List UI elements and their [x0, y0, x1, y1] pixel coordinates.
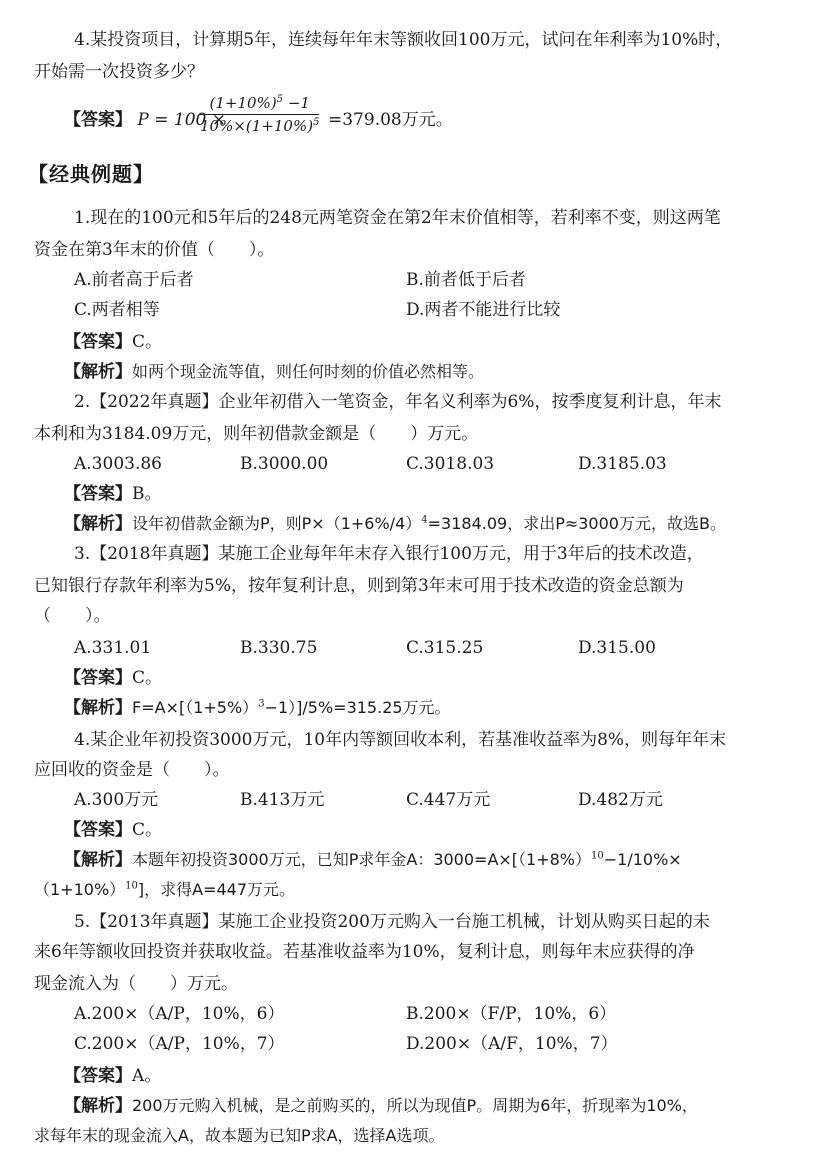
q4-option-c: C.447万元 — [406, 790, 491, 810]
q3-line2: 已知银行存款年利率为5%，按年复利计息，则到第3年末可用于技术改造的资金总额为 — [34, 576, 684, 596]
q1-line2: 资金在第3年末的价值（ ）。 — [34, 240, 275, 260]
formula-result: =379.08万元。 — [328, 110, 453, 130]
q2-option-a: A.3003.86 — [74, 454, 162, 474]
q5-line3: 现金流入为（ ）万元。 — [34, 974, 238, 994]
q5-option-d: D.200×（A/F，10%，7） — [406, 1034, 618, 1054]
q3-answer: 【答案】C。 — [64, 668, 163, 688]
q3-option-b: B.330.75 — [240, 638, 318, 658]
q4-analysis: 【解析】本题年初投资3000万元，已知P求年金A：$3000=A\times[(1+8\%)^{10}-1/10\%\times$ — [64, 850, 682, 870]
q1-option-a: A.前者高于后者 — [74, 270, 194, 290]
q1-option-c: C.两者相等 — [74, 300, 160, 320]
q4-option-d: D.482万元 — [578, 790, 663, 810]
q3-option-d: D.315.00 — [578, 638, 656, 658]
answer-tag: 【答案】 — [64, 110, 132, 130]
q5-line1: 5.【2013年真题】某施工企业投资200万元购入一台施工机械，计划从购买日起的未 — [74, 912, 710, 932]
q1-line1: 1.现在的100元和5年后的248元两笔资金在第2年末价值相等，若利率不变，则这两笔 — [74, 208, 721, 228]
q2-option-b: B.3000.00 — [240, 454, 329, 474]
formula-numerator: $(1+10\%)^5 -1$ — [200, 94, 319, 115]
q5-line2: 来6年等额收回投资并获取收益。若基准收益率为10%，复利计息，则每年末应获得的净 — [34, 942, 695, 962]
q4-option-b: B.413万元 — [240, 790, 325, 810]
q4-answer: 【答案】C。 — [64, 820, 163, 840]
q2-option-c: C.3018.03 — [406, 454, 495, 474]
q4-analysis-line2: $(1+10\%)^{10}$]，求得A=447万元。 — [34, 880, 296, 899]
q2-answer: 【答案】B。 — [64, 484, 162, 504]
q2-line2: 本利和为3184.09万元，则年初借款金额是（ ）万元。 — [34, 424, 479, 444]
q2-line1: 2.【2022年真题】企业年初借入一笔资金，年名义利率为6%，按季度复利计息，年末 — [74, 392, 722, 412]
q3-line3: （ ）。 — [34, 606, 111, 626]
q3-analysis: 【解析】$F=A\times[(1+5\%)^3-1)]/5\%=315.25$万元。 — [64, 698, 451, 718]
q5-analysis: 【解析】200万元购入机械，是之前购买的，所以为现值P。周期为6年，折现率为10%， — [64, 1096, 698, 1116]
q5-option-b: B.200×（F/P，10%，6） — [406, 1004, 617, 1024]
formula-fraction — [200, 94, 319, 135]
section-title: 【经典例题】 — [28, 162, 154, 186]
q3-line1: 3.【2018年真题】某施工企业每年年末存入银行100万元，用于3年后的技术改造， — [74, 544, 704, 564]
q1-option-d: D.两者不能进行比较 — [406, 300, 561, 320]
q3-option-a: A.331.01 — [74, 638, 152, 658]
q1-answer: 【答案】C。 — [64, 332, 163, 352]
intro-question-line1: 4.某投资项目，计算期5年，连续每年年末等额收回100万元，试问在年利率为10%时， — [74, 30, 733, 50]
q2-option-d: D.3185.03 — [578, 454, 667, 474]
q4-line1: 4.某企业年初投资3000万元，10年内等额回收本利，若基准收益率为8%，则每年年末 — [74, 730, 727, 750]
intro-question-line2: 开始需一次投资多少？ — [34, 62, 204, 82]
q1-option-b: B.前者低于后者 — [406, 270, 526, 290]
q3-option-c: C.315.25 — [406, 638, 484, 658]
q5-option-a: A.200×（A/P，10%，6） — [74, 1004, 285, 1024]
q2-analysis: 【解析】设年初借款金额为P，则$P\times(1+6\%/4)^4=3184.09$，求出P≈3000万元，故选B。 — [64, 514, 726, 534]
q4-line2: 应回收的资金是（ ）。 — [34, 760, 230, 780]
q5-option-c: C.200×（A/P，10%，7） — [74, 1034, 285, 1054]
q5-answer: 【答案】A。 — [64, 1066, 162, 1086]
q1-analysis: 【解析】如两个现金流等值，则任何时刻的价值必然相等。 — [64, 362, 485, 382]
q4-option-a: A.300万元 — [74, 790, 159, 810]
formula-denominator: $10\%\times(1+10\%)^5$ — [200, 117, 320, 135]
formula-lhs: P = 100 × — [137, 110, 226, 130]
q5-analysis-line2: 求每年末的现金流入A，故本题为已知P求A，选择A选项。 — [34, 1126, 445, 1145]
